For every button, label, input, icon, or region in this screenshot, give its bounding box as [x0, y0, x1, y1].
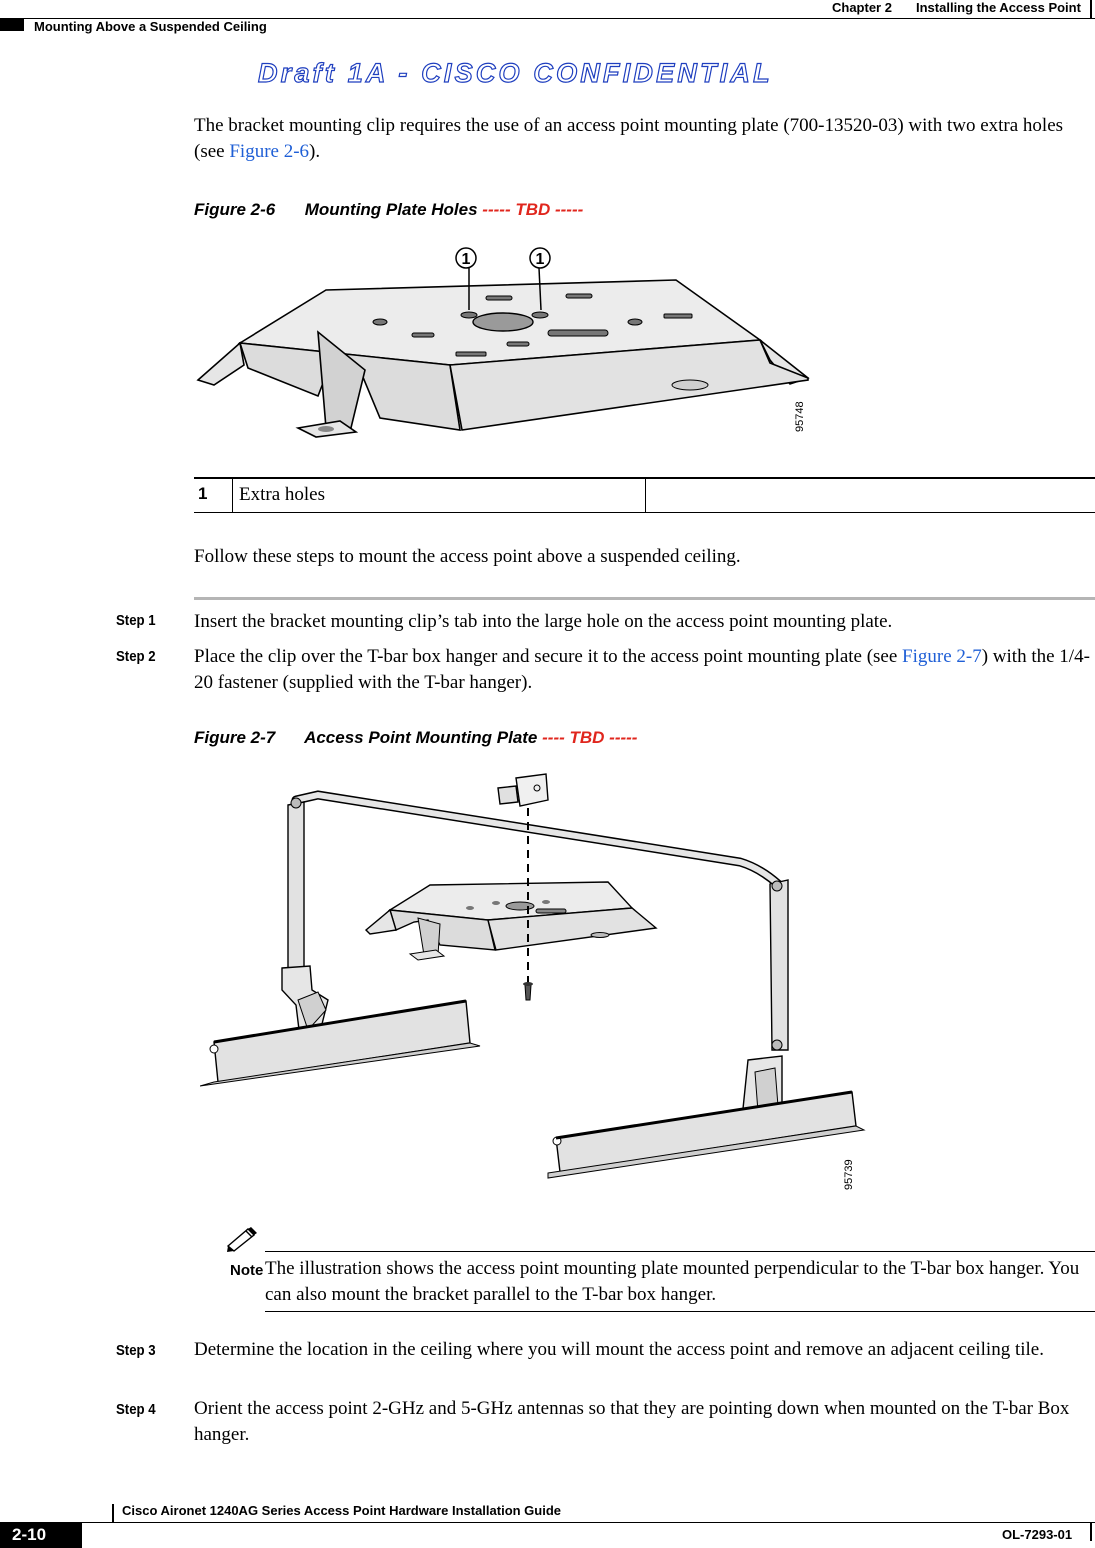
callout-label-2: 1: [535, 251, 545, 268]
tbar-rail-left: [214, 1001, 470, 1082]
figure6-number: Figure 2-6: [194, 200, 276, 219]
hanger-right-arm: [770, 880, 788, 1050]
bracket-clip: [498, 786, 518, 804]
fastener-screw: [525, 985, 531, 1000]
figure6-legend-bottom-rule: [194, 512, 1095, 513]
steps-intro: Follow these steps to mount the access point above a suspended ceiling.: [194, 546, 741, 567]
header-rule-right-tick: [1090, 0, 1092, 18]
note-label: Note: [230, 1262, 264, 1279]
extra-hole-2: [532, 312, 548, 318]
figure6-caption: [194, 200, 583, 220]
step1-text: Insert the bracket mounting clip’s tab into the large hole on the access point mounting plate.: [194, 611, 893, 632]
intro-figure-link[interactable]: Figure 2-6: [229, 141, 310, 162]
figure6-illustration: [190, 230, 830, 450]
figure6-legend-text: Extra holes: [239, 484, 326, 505]
figure6-legend-divider-1: [232, 479, 233, 512]
figure6-title: Mounting Plate Holes: [304, 200, 478, 219]
header-section-marker: [0, 19, 24, 31]
step3-text: Determine the location in the ceiling where you will mount the access point and remove an adjacent ceiling tile.: [194, 1339, 1044, 1360]
figure7-title: Access Point Mounting Plate: [304, 728, 538, 747]
plate-left-flange: [198, 343, 244, 385]
draft-banner: Draft 1A - CISCO CONFIDENTIAL: [258, 58, 773, 88]
hanger-rod: [296, 795, 778, 884]
footer-left-tick: [112, 1504, 114, 1522]
plate-center-hole: [473, 313, 533, 331]
figure7-tbd: ---- TBD -----: [542, 728, 638, 747]
steps-rule: [194, 597, 1095, 600]
footer-page-number: 2-10: [12, 1525, 47, 1544]
footer-doc-number: OL-7293-01: [1002, 1527, 1073, 1542]
figure7-number: Figure 2-7: [194, 728, 276, 747]
step2-text: Place the clip over the T-bar box hanger and secure it to the access point mounting plate (see Figure 2-7) with the 1/4-20 fastener (supplied with the T-bar hanger).: [194, 646, 1090, 693]
footer-rule: [0, 1522, 1095, 1523]
intro-paragraph: The bracket mounting clip requires the use of an access point mounting plate (700-13520-03) with two extra holes (see Figure 2-6).: [194, 115, 1064, 162]
header-chapter-title: Installing the Access Point: [916, 0, 1081, 15]
footer-guide-title: Cisco Aironet 1240AG Series Access Point Hardware Installation Guide: [122, 1503, 562, 1518]
figure7-caption: [194, 728, 637, 748]
footer-right-tick: [1090, 1523, 1092, 1541]
hanger-left-arm: [288, 802, 304, 985]
note-bottom-rule: [265, 1311, 1095, 1312]
step2-figure-link[interactable]: Figure 2-7: [902, 646, 982, 667]
extra-hole-1: [461, 312, 477, 318]
header-section: Mounting Above a Suspended Ceiling: [34, 19, 267, 34]
figure6-art-id: 95748: [794, 401, 806, 432]
step4-label: Step 4: [116, 1401, 156, 1418]
figure6-legend-divider-2: [645, 479, 646, 512]
callout-label-1: 1: [461, 251, 471, 268]
step4-text: Orient the access point 2-GHz and 5-GHz antennas so that they are pointing down when mounted on the T-bar Box hanger.: [194, 1398, 1070, 1445]
header-chapter-label: Chapter 2: [832, 0, 892, 15]
note-pencil-icon: [226, 1226, 258, 1252]
figure6-tbd: ----- TBD -----: [482, 200, 584, 219]
step2-label: Step 2: [116, 648, 156, 665]
step1-label: Step 1: [116, 612, 156, 629]
figure6-legend-number: 1: [198, 484, 208, 503]
note-text: The illustration shows the access point mounting plate mounted perpendicular to the T-bar box hanger. You can also mount the bracket parallel to the T-bar box hanger.: [265, 1258, 1080, 1305]
note-top-rule: [265, 1251, 1095, 1252]
figure7-illustration: [200, 770, 870, 1210]
figure7-art-id: 95739: [843, 1159, 855, 1190]
step3-label: Step 3: [116, 1342, 156, 1359]
